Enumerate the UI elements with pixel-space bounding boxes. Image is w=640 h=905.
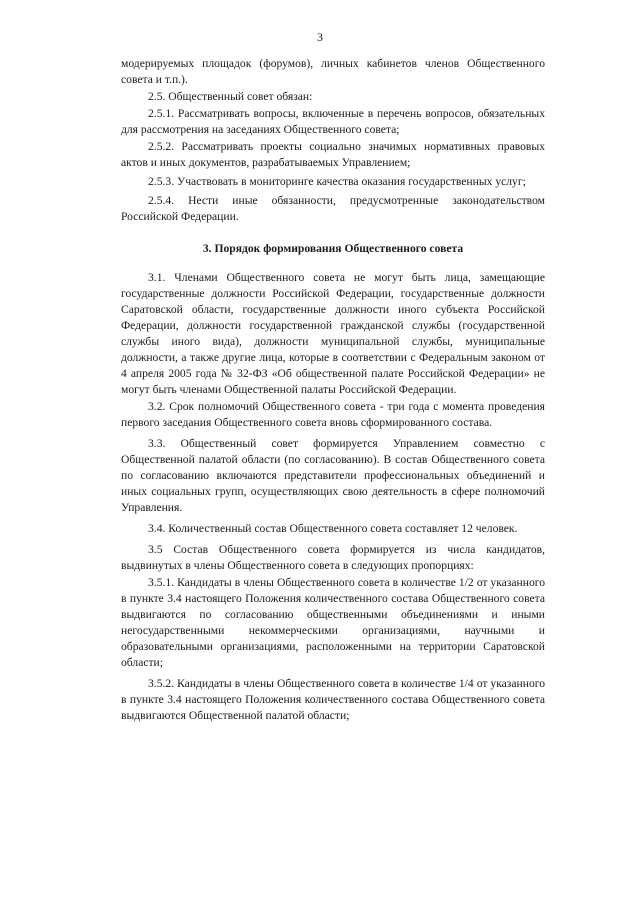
paragraph-2-5-4: 2.5.4. Нести иные обязанности, предусмотренные законодательством Российской Федерации. [121, 194, 545, 223]
section-3-heading: 3. Порядок формирования Общественного совета [202, 242, 464, 255]
paragraph-2-4-continuation: модерируемых площадок (форумов), личных кабинетов членов Общественного совета и т.п.). [121, 57, 545, 86]
paragraph-3-5-2: 3.5.2. Кандидаты в члены Общественного совета в количестве 1/4 от указанного в пункте 3.4 настоящего Положения количественного состава Общественного совета выдвигаются Общественной палатой области; [121, 677, 545, 722]
paragraph-3-5-1: 3.5.1. Кандидаты в члены Общественного совета в количестве 1/2 от указанного в пункте 3.4 настоящего Положения количественного состава Общественного совета выдвигаются по согласованию общественными объединениями и иными негосударственными некоммерческими организациями, научными и образовательными организациями, расположенными на территории Саратовской области; [121, 576, 545, 669]
paragraph-3-2: 3.2. Срок полномочий Общественного совета - три года с момента проведения первого заседания Общественного совета вновь сформированного состава. [121, 400, 545, 429]
paragraph-2-5-1: 2.5.1. Рассматривать вопросы, включенные в перечень вопросов, обязательных для рассмотрения на заседаниях Общественного совета; [121, 107, 545, 136]
paragraph-3-5: 3.5 Состав Общественного совета формируется из числа кандидатов, выдвинутых в члены Общественного совета в следующих пропорциях: [121, 543, 545, 572]
paragraph-2-5: 2.5. Общественный совет обязан: [148, 90, 313, 103]
paragraph-3-1: 3.1. Членами Общественного совета не могут быть лица, замещающие государственные должности Российской Федерации, государственные должности Саратовской области, государственные должности иного субъекта Российской Федерации, должности государственной гражданской службы (государственной службы иного вида), должности муниципальной службы, муниципальные должности, а также другие лица, которые в соответствии с Федеральным законом от 4 апреля 2005 года № 32-ФЗ «Об общественной палате Российской Федерации» не могут быть членами Общественной палаты Российской Федерации. [121, 271, 545, 396]
paragraph-3-4: 3.4. Количественный состав Общественного совета составляет 12 человек. [148, 522, 518, 535]
page-number: 3 [317, 30, 323, 44]
document-body [121, 56, 545, 724]
paragraph-2-5-3: 2.5.3. Участвовать в мониторинге качества оказания государственных услуг; [148, 175, 526, 188]
paragraph-2-5-2: 2.5.2. Рассматривать проекты социально значимых нормативных правовых актов и иных документов, разрабатываемых Управлением; [121, 140, 545, 169]
paragraph-3-3: 3.3. Общественный совет формируется Управлением совместно с Общественной палатой области (по согласованию). В состав Общественного совета по согласованию включаются представители профессиональных объединений и иных социальных групп, осуществляющих свою деятельность в сфере полномочий Управления. [121, 437, 545, 514]
